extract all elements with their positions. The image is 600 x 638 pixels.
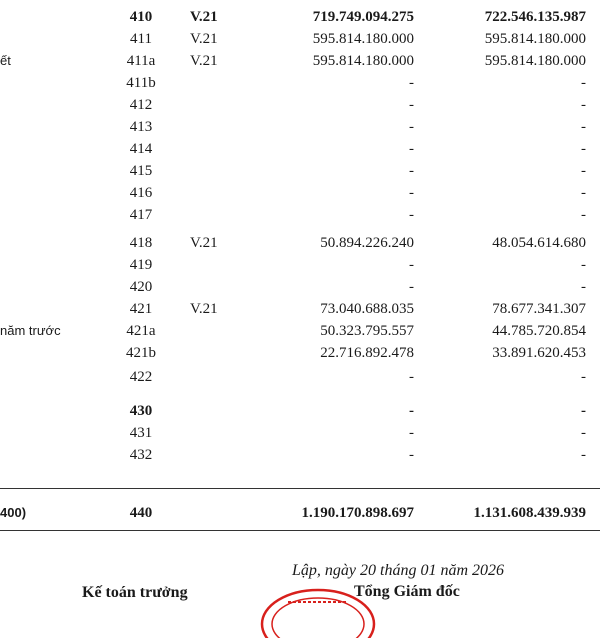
row-code: 421b (126, 345, 156, 361)
total-row (0, 502, 600, 524)
row-previous-value: - (581, 75, 586, 91)
row-current-value: 22.716.892.478 (320, 345, 414, 361)
report-date: Lập, ngày 20 tháng 01 năm 2026 (292, 562, 504, 579)
total-code: 440 (129, 505, 153, 521)
row-previous-value: - (581, 257, 586, 273)
row-previous-value: - (581, 119, 586, 135)
row-previous-value: 33.891.620.453 (492, 345, 586, 361)
row-note: V.21 (190, 301, 218, 317)
row-current-value: - (409, 279, 414, 295)
row-current-value: - (409, 425, 414, 441)
table-row (0, 422, 600, 444)
table-row (0, 72, 600, 94)
table-row (0, 116, 600, 138)
row-code: 416 (129, 185, 153, 201)
row-code: 421 (129, 301, 153, 317)
row-previous-value: - (581, 185, 586, 201)
table-row (0, 160, 600, 182)
row-note: V.21 (190, 9, 218, 25)
row-previous-value: - (581, 447, 586, 463)
row-code: 422 (129, 369, 153, 385)
row-previous-value: - (581, 425, 586, 441)
row-current-value: 50.323.795.557 (320, 323, 414, 339)
row-note: V.21 (190, 31, 218, 47)
table-row (0, 232, 600, 254)
row-code: 415 (129, 163, 153, 179)
row-code: 411b (126, 75, 156, 91)
row-current-value: - (409, 447, 414, 463)
row-current-value: 719.749.094.275 (312, 9, 414, 25)
row-code: 411 (130, 31, 152, 47)
table-row (0, 298, 600, 320)
row-code: 412 (129, 97, 153, 113)
row-code: 411a (126, 53, 156, 69)
table-row (0, 50, 600, 72)
chief-accountant-title: Kế toán trưởng (82, 584, 188, 601)
table-row (0, 138, 600, 160)
row-previous-value: 595.814.180.000 (484, 31, 586, 47)
row-previous-value: - (581, 207, 586, 223)
row-current-value: - (409, 185, 414, 201)
row-current-value: - (409, 119, 414, 135)
table-row (0, 400, 600, 422)
table-row (0, 182, 600, 204)
row-current-value: - (409, 75, 414, 91)
row-code: 414 (129, 141, 153, 157)
general-director-title: Tổng Giám đốc (354, 583, 460, 600)
row-code: 432 (129, 447, 153, 463)
table-row (0, 320, 600, 342)
row-note: V.21 (190, 235, 218, 251)
table-row (0, 342, 600, 364)
row-current-value: - (409, 369, 414, 385)
row-current-value: - (409, 163, 414, 179)
row-current-value: 50.894.226.240 (320, 235, 414, 251)
row-current-value: 73.040.688.035 (320, 301, 414, 317)
table-row (0, 444, 600, 466)
row-previous-value: 722.546.135.987 (484, 9, 586, 25)
row-code: 418 (129, 235, 153, 251)
table-row (0, 6, 600, 28)
row-current-value: - (409, 97, 414, 113)
row-previous-value: - (581, 369, 586, 385)
row-previous-value: - (581, 97, 586, 113)
row-previous-value: 44.785.720.854 (492, 323, 586, 339)
table-row (0, 28, 600, 50)
total-current: 1.190.170.898.697 (301, 505, 414, 521)
row-current-value: - (409, 403, 414, 419)
row-current-value: - (409, 207, 414, 223)
row-previous-value: - (581, 279, 586, 295)
row-code: 417 (129, 207, 153, 223)
table-row (0, 94, 600, 116)
row-current-value: - (409, 141, 414, 157)
total-label: 400) (0, 505, 27, 520)
row-previous-value: - (581, 141, 586, 157)
row-code: 413 (129, 119, 153, 135)
row-code: 420 (129, 279, 153, 295)
row-code: 421a (126, 323, 156, 339)
row-code: 431 (129, 425, 153, 441)
table-row (0, 276, 600, 298)
total-bottom-rule (0, 530, 600, 531)
row-current-value: - (409, 257, 414, 273)
row-current-value: 595.814.180.000 (312, 53, 414, 69)
total-top-rule (0, 488, 600, 489)
table-row (0, 366, 600, 388)
row-label: năm trước (0, 323, 61, 338)
row-label: ết (0, 53, 11, 68)
row-previous-value: 48.054.614.680 (492, 235, 586, 251)
row-previous-value: - (581, 163, 586, 179)
table-row (0, 204, 600, 226)
total-previous: 1.131.608.439.939 (473, 505, 586, 521)
table-row (0, 254, 600, 276)
row-previous-value: 78.677.341.307 (492, 301, 586, 317)
row-code: 410 (129, 9, 153, 25)
row-note: V.21 (190, 53, 218, 69)
row-previous-value: 595.814.180.000 (484, 53, 586, 69)
row-previous-value: - (581, 403, 586, 419)
row-code: 430 (129, 403, 153, 419)
row-code: 419 (129, 257, 153, 273)
row-current-value: 595.814.180.000 (312, 31, 414, 47)
